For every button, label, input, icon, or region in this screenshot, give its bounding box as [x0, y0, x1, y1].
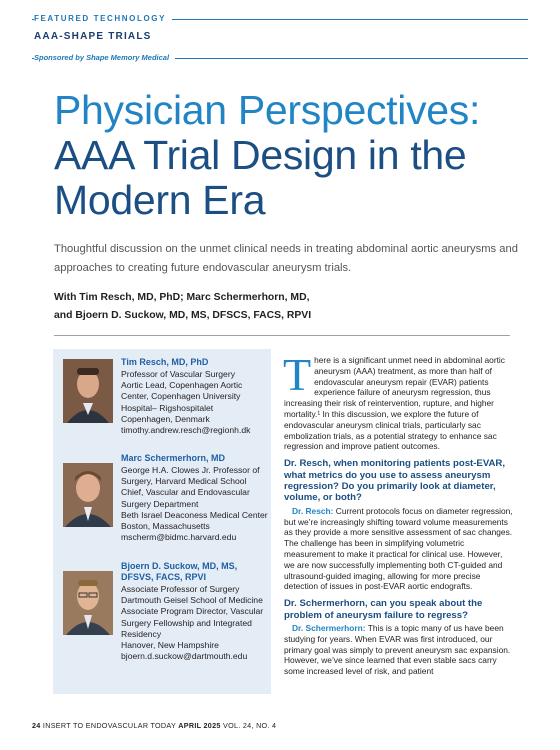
- author-detail-line: George H.A. Clowes Jr. Professor of: [121, 465, 260, 475]
- author-detail-line: Aortic Lead, Copenhagen Aortic: [121, 380, 243, 391]
- sponsor-line: Sponsored by Shape Memory Medical: [34, 53, 175, 62]
- question-heading: Dr. Schermerhorn, can you speak about the problem of aneurysm failure to regress?: [284, 598, 483, 621]
- question-heading: Dr. Resch, when monitoring patients post-EVAR, what metrics do you use to assess aneurysm regression? Do you primarily look at diameter, volume, or both?: [284, 458, 506, 504]
- author-name-line: DFSVS, FACS, RPVI: [121, 572, 207, 582]
- byline-line-1: With Tim Resch, MD, PhD; Marc Schermerhorn, MD,: [54, 292, 310, 303]
- title-line-3: Modern Era: [54, 177, 266, 223]
- speaker-label: Dr. Resch:: [292, 505, 334, 516]
- author-details: [121, 465, 269, 543]
- author-detail-line: Associate Program Director, Vascular: [121, 606, 264, 617]
- series-title: AAA-SHAPE TRIALS: [34, 31, 152, 42]
- drop-cap: T: [283, 349, 312, 400]
- author-detail-line: Surgery, Harvard Medical School: [121, 476, 247, 487]
- author-photo: [63, 571, 113, 635]
- intro-text: here is a significant unmet need in abdominal aortic aneurysm (AAA) treatment, as more than half of endovascular aneurysm repair (EVAR) patients experience failure of aneurysm regression, thus increasing their risk of reintervention, rupture, and higher mortality.¹ In this discussion, we explore the future of endovascular aneurysm clinical trials, particularly sac embolization trials, as a potential strategy to enhance sac regression and improve patient outcomes.: [284, 355, 505, 452]
- issue-date: APRIL 2025: [178, 721, 221, 730]
- author-detail-line: Boston, Massachusetts: [121, 521, 210, 532]
- answer-text: This is a topic many of us have been studying for years. When EVAR was first introduced, our primary goal was simply to prevent aneurysm sac expansion. However, we’ve since learned that even stable sacs carry some increased level of risk, and patient: [284, 622, 511, 677]
- answer-paragraph: [284, 623, 514, 677]
- author-photo: [63, 463, 113, 527]
- title-line-2: AAA Trial Design in the: [54, 132, 467, 178]
- author-name-line: Bjoern D. Suckow, MD, MS,: [121, 561, 238, 571]
- author-email[interactable]: timothy.andrew.resch@regionh.dk: [121, 425, 251, 436]
- author-email[interactable]: bjoern.d.suckow@dartmouth.edu: [121, 651, 248, 662]
- portrait-icon: [63, 359, 113, 423]
- byline-line-2: and Bjoern D. Suckow, MD, MS, DFSCS, FACS, RPVI: [54, 310, 312, 321]
- author-sidebar: [53, 349, 271, 694]
- author-detail-line: Hanover, New Hampshire: [121, 640, 219, 651]
- author-photo: [63, 359, 113, 423]
- author-detail-line: Professor of Vascular Surgery: [121, 369, 235, 379]
- portrait-icon: [63, 571, 113, 635]
- author-detail-line: Surgery Department: [121, 498, 199, 509]
- section-divider: [54, 335, 510, 336]
- portrait-icon: [63, 463, 113, 527]
- answer-paragraph: [284, 506, 514, 592]
- author-detail-line: Center, Copenhagen University: [121, 391, 241, 402]
- author-name: Marc Schermerhorn, MD: [121, 453, 226, 463]
- issue-volume: VOL. 24, NO. 4: [223, 721, 277, 730]
- author-details: [121, 369, 269, 436]
- author-detail-line: Residency: [121, 628, 162, 639]
- author-detail-line: Chief, Vascular and Endovascular: [121, 487, 250, 498]
- byline: [54, 289, 524, 325]
- author-name: [121, 561, 267, 583]
- intro-paragraph: [283, 349, 514, 452]
- speaker-label: Dr. Schermerhorn:: [292, 622, 366, 633]
- article-body: [283, 349, 514, 683]
- author-detail-line: Dartmouth Geisel School of Medicine: [121, 595, 263, 606]
- author-detail-line: Associate Professor of Surgery: [121, 584, 240, 594]
- author-detail-line: Hospital– Rigshospitalet: [121, 402, 214, 413]
- author-detail-line: Surgery Fellowship and Integrated: [121, 617, 252, 628]
- title-line-1: Physician Perspectives:: [54, 87, 481, 133]
- publication-name: INSERT TO ENDOVASCULAR TODAY: [42, 721, 176, 730]
- article-dek: Thoughtful discussion on the unmet clinical needs in treating abdominal aortic aneurysms and approaches to creating future endovascular aneurysm trials.: [54, 243, 518, 274]
- page-footer: [32, 721, 276, 730]
- author-name: Tim Resch, MD, PhD: [121, 357, 209, 367]
- author-email[interactable]: mscherm@bidmc.harvard.edu: [121, 532, 237, 543]
- section-kicker: FEATURED TECHNOLOGY: [34, 14, 172, 23]
- answer-text: Current protocols focus on diameter regression, but we’re increasingly shifting toward volume measurements as they provide a more sensitive assessment of sac changes. The challenge has been in simplifying volumetric measurement to make it practical for clinical use. However, we are now successfully implementing both CT-guided and ultrasound-guided imaging, allowing for more precise detection of issues in post-EVAR aortic endografts.: [284, 505, 513, 592]
- author-detail-line: Beth Israel Deaconess Medical Center: [121, 509, 268, 520]
- article-title: [54, 88, 524, 223]
- page-number: 24: [32, 721, 41, 730]
- author-detail-line: Copenhagen, Denmark: [121, 413, 210, 424]
- author-details: [121, 584, 269, 662]
